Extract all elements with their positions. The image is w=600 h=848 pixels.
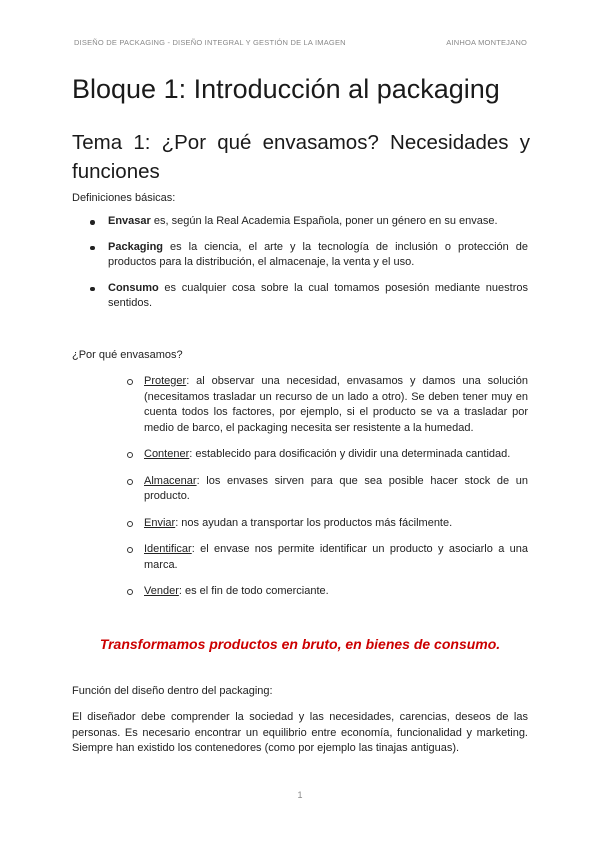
circle-bullet-icon [127,521,133,527]
highlight-statement: Transformamos productos en bruto, en bienes de consumo. [99,636,501,652]
circle-bullet-icon [127,479,133,485]
list-item [72,214,528,230]
definition-text: es, según la Real Academia Española, poner un género en su envase. [150,215,498,227]
definition-text: es la ciencia, el arte y la tecnología de inclusión o protección de productos para la distribución, el almacenaje, la venta y el uso. [108,240,528,268]
section-title: Tema 1: ¿Por qué envasamos? Necesidades y funciones [72,131,530,183]
reason-text: : establecido para dosificación y dividir una determinada cantidad. [189,448,511,460]
list-item [126,584,528,600]
header-course: DISEÑO DE PACKAGING - DISEÑO INTEGRAL Y GESTIÓN DE LA IMAGEN [74,38,346,47]
reason-term: Proteger [144,375,187,387]
function-heading: Función del diseño dentro del packaging: [72,685,273,697]
reason-text: : nos ayudan a transportar los productos más fácilmente. [175,516,453,529]
list-item [72,240,528,271]
list-item [126,516,528,532]
reason-term: Almacenar [144,474,197,487]
reasons-list [126,374,528,600]
circle-bullet-icon [127,589,133,595]
definition-text: es cualquier cosa sobre la cual tomamos posesión mediante nuestros sentidos. [108,281,528,309]
bullet-icon [90,220,95,225]
reason-term: Identificar [144,543,192,555]
why-intro: ¿Por qué envasamos? [72,349,183,361]
list-item [72,281,528,312]
circle-bullet-icon [127,379,133,385]
reason-text: : al observar una necesidad, envasamos y damos una solución (necesitamos trasladar un recurso de un lado a otro). Se deben tener muy en cuenta todos los factores, por ejemplo, si el producto se va a trasladar por medio de barco, el packaging necesita ser resistente a la humedad. [144,375,528,434]
definition-term: Envasar [108,215,151,227]
header-author: AINHOA MONTEJANO [446,38,527,47]
reason-text: : el envase nos permite identificar un producto y asociarlo a una marca. [144,543,528,571]
reason-text: : los envases sirven para que sea posible hacer stock de un producto. [144,474,528,502]
definition-term: Consumo [108,281,159,294]
page-header [74,38,527,47]
definitions-list [72,214,528,312]
bullet-icon [90,246,95,251]
definition-term: Packaging [108,240,164,253]
circle-bullet-icon [127,547,133,553]
circle-bullet-icon [127,452,133,458]
reason-text: : es el fin de todo comerciante. [178,585,329,597]
reason-term: Enviar [144,516,176,529]
function-body: El diseñador debe comprender la sociedad y las necesidades, carencias, deseos de las personas. Es necesario encontrar un equilibrio entre economía, funcionalidad y marketing. Siempre han existido los contenedores (como por ejemplo las tinajas antiguas). [72,711,528,754]
page-number: 1 [297,790,303,800]
reason-term: Contener [144,448,190,460]
list-item [126,374,528,436]
list-item [126,447,528,463]
list-item [126,542,528,573]
definitions-intro: Definiciones básicas: [72,192,176,204]
list-item [126,474,528,505]
bullet-icon [90,287,95,292]
reason-term: Vender [144,585,179,597]
page-title: Bloque 1: Introducción al packaging [72,74,500,104]
